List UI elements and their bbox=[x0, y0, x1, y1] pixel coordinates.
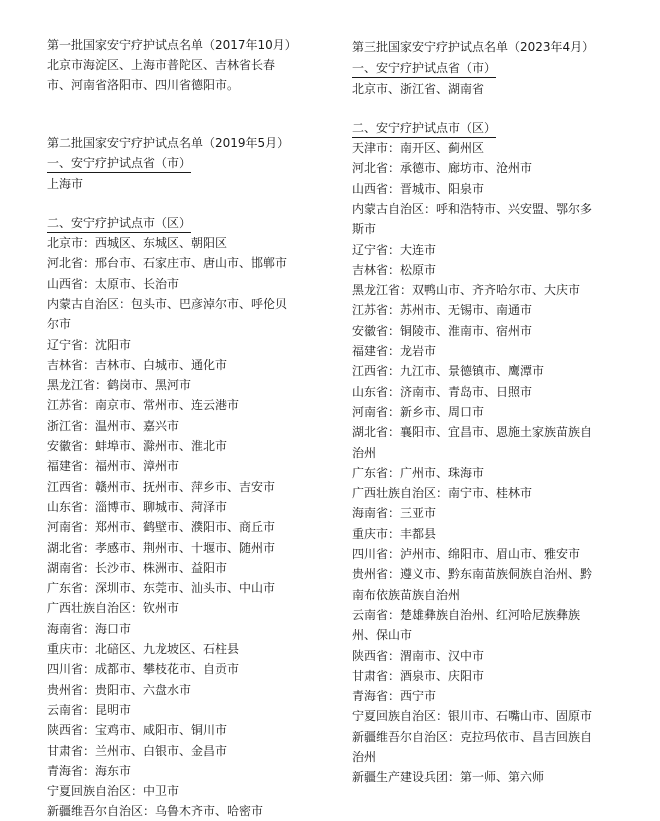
list-item: 宁夏回族自治区：中卫市 bbox=[47, 784, 180, 799]
list-item: 重庆市：丰都县 bbox=[352, 526, 437, 541]
list-item: 河南省：新乡市、周口市 bbox=[352, 404, 485, 419]
list-item: 山东省：济南市、青岛市、日照市 bbox=[352, 384, 533, 399]
list-item: 河北省：邢台市、石家庄市、唐山市、邯郸市 bbox=[47, 256, 288, 271]
list-item: 海南省：三亚市 bbox=[352, 506, 437, 521]
list-item: 山东省：淄博市、聊城市、菏泽市 bbox=[47, 499, 228, 514]
list-item: 安徽省：铜陵市、淮南市、宿州市 bbox=[352, 323, 533, 338]
list-item: 甘肃省：酒泉市、庆阳市 bbox=[352, 668, 485, 683]
list-item: 山西省：太原市、长治市 bbox=[47, 276, 180, 291]
list-item: 安徽省：蚌埠市、滁州市、淮北市 bbox=[47, 439, 228, 453]
list-item: 江西省：九江市、景德镇市、鹰潭市 bbox=[352, 364, 545, 379]
list-item: 福建省：龙岩市 bbox=[352, 344, 437, 358]
list-item: 辽宁省：沈阳市 bbox=[47, 337, 132, 352]
batch1-title: 第一批国家安宁疗护试点名单（2017年10月） bbox=[47, 38, 297, 52]
list-item: 四川省：成都市、攀枝花市、自贡市 bbox=[47, 662, 240, 677]
list-item: 吉林省：吉林市、白城市、通化市 bbox=[47, 357, 228, 372]
batch2-cities-heading-row bbox=[47, 213, 332, 233]
list-item: 甘肃省：兰州市、白银市、金昌市 bbox=[47, 743, 228, 758]
batch3-cities-heading: 二、安宁疗护试点市（区） bbox=[352, 120, 496, 138]
list-item: 吉林省：松原市 bbox=[352, 262, 437, 277]
list-item: 天津市：南开区、蓟州区 bbox=[352, 141, 485, 155]
list-item: 福建省：福州市、漳州市 bbox=[47, 459, 180, 474]
list-item: 新疆生产建设兵团：第一师、第六师 bbox=[352, 770, 545, 785]
list-item: 陕西省：宝鸡市、咸阳市、铜川市 bbox=[47, 723, 228, 738]
list-item: 湖南省：长沙市、株洲市、益阳市 bbox=[47, 560, 228, 575]
list-item: 宁夏回族自治区：银川市、石嘴山市、固原市 bbox=[352, 709, 593, 724]
list-item: 河北省：承德市、廊坊市、沧州市 bbox=[352, 161, 533, 176]
list-item: 贵州省：贵阳市、六盘水市 bbox=[47, 682, 192, 697]
batch2-provinces-text: 上海市 bbox=[47, 177, 84, 191]
batch3-provinces-heading-row bbox=[352, 58, 652, 78]
batch2-provinces-heading-row bbox=[47, 153, 332, 173]
list-item: 江苏省：苏州市、无锡市、南通市 bbox=[352, 303, 533, 318]
list-item: 江西省：赣州市、抚州市、萍乡市、吉安市 bbox=[47, 479, 276, 494]
list-item: 陕西省：渭南市、汉中市 bbox=[352, 648, 485, 663]
list-item: 广西壮族自治区：南宁市、桂林市 bbox=[352, 486, 533, 501]
list-item: 山西省：晋城市、阳泉市 bbox=[352, 181, 485, 196]
list-item: 内蒙古自治区：包头市、巴彦淖尔市、呼伦贝 bbox=[47, 296, 288, 311]
batch2-provinces-heading: 一、安宁疗护试点省（市） bbox=[47, 155, 191, 173]
list-item: 浙江省：温州市、嘉兴市 bbox=[47, 418, 180, 433]
list-item: 青海省：海东市 bbox=[47, 763, 132, 778]
list-item: 治州 bbox=[352, 445, 377, 460]
list-item: 广东省：深圳市、东莞市、汕头市、中山市 bbox=[47, 581, 276, 596]
batch3-cities-heading-row bbox=[352, 118, 652, 138]
list-item: 云南省：昆明市 bbox=[47, 702, 132, 717]
list-item: 湖北省：襄阳市、宜昌市、恩施土家族苗族自 bbox=[352, 425, 593, 440]
list-item: 黑龙江省：鹤岗市、黑河市 bbox=[47, 378, 192, 393]
list-item: 州、保山市 bbox=[352, 628, 413, 643]
list-item: 河南省：郑州市、鹤壁市、濮阳市、商丘市 bbox=[47, 520, 276, 535]
list-item: 海南省：海口市 bbox=[47, 621, 132, 636]
batch3-title: 第三批国家安宁疗护试点名单（2023年4月） bbox=[352, 40, 595, 54]
batch2-cities-heading: 二、安宁疗护试点市（区） bbox=[47, 215, 191, 233]
list-item: 青海省：西宁市 bbox=[352, 689, 437, 704]
list-item: 内蒙古自治区：呼和浩特市、兴安盟、鄂尔多 bbox=[352, 201, 593, 216]
list-item: 重庆市：北碚区、九龙坡区、石柱县 bbox=[47, 642, 240, 656]
list-item: 辽宁省：大连市 bbox=[352, 242, 437, 257]
list-item: 云南省：楚雄彝族自治州、红河哈尼族彝族 bbox=[352, 607, 581, 622]
list-item: 四川省：泸州市、绵阳市、眉山市、雅安市 bbox=[352, 547, 581, 561]
batch1-line-2: 市、河南省洛阳市、四川省德阳市。 bbox=[47, 78, 240, 92]
list-item: 黑龙江省：双鸭山市、齐齐哈尔市、大庆市 bbox=[352, 283, 581, 298]
batch1-line-1: 北京市海淀区、上海市普陀区、吉林省长春 bbox=[47, 58, 276, 72]
batch3-provinces-text: 北京市、浙江省、湖南省 bbox=[352, 82, 485, 96]
list-item: 新疆维吾尔自治区：克拉玛依市、昌吉回族自 bbox=[352, 729, 593, 744]
list-item: 新疆维吾尔自治区：乌鲁木齐市、哈密市 bbox=[47, 804, 264, 819]
list-item: 江苏省：南京市、常州市、连云港市 bbox=[47, 398, 240, 413]
list-item: 治州 bbox=[352, 750, 377, 764]
list-item: 贵州省：遵义市、黔东南苗族侗族自治州、黔 bbox=[352, 567, 593, 582]
batch2-title: 第二批国家安宁疗护试点名单（2019年5月） bbox=[47, 136, 290, 150]
list-item: 广西壮族自治区：钦州市 bbox=[47, 601, 180, 616]
list-item: 北京市：西城区、东城区、朝阳区 bbox=[47, 236, 228, 250]
batch3-provinces-heading: 一、安宁疗护试点省（市） bbox=[352, 60, 496, 78]
list-item: 广东省：广州市、珠海市 bbox=[352, 465, 485, 480]
list-item: 尔市 bbox=[47, 317, 72, 332]
list-item: 南布依族苗族自治州 bbox=[352, 587, 461, 602]
list-item: 湖北省：孝感市、荆州市、十堰市、随州市 bbox=[47, 540, 276, 555]
list-item: 斯市 bbox=[352, 222, 377, 237]
